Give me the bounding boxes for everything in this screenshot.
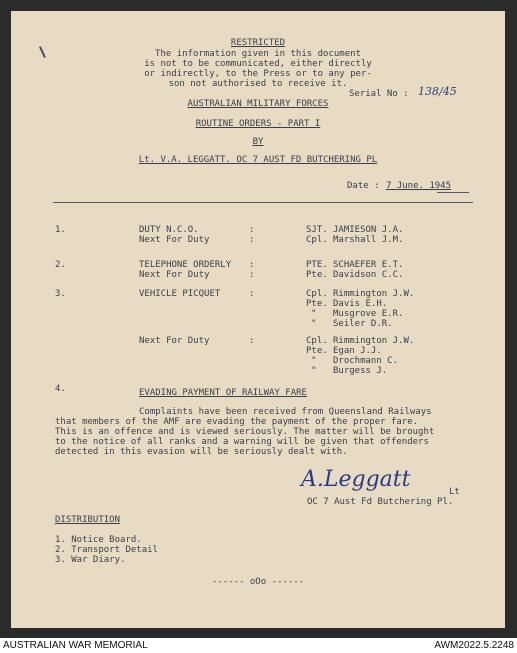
date-underline <box>437 192 469 193</box>
duty-name: Rimmington J.W. <box>333 289 415 299</box>
duty-name: Musgrove E.R. <box>333 309 404 319</box>
duty-name: Marshall J.M. <box>333 235 404 245</box>
distribution-item: 1. Notice Board. <box>55 535 142 545</box>
duty-rank: PTE. <box>306 260 328 270</box>
item4-line: Complaints have been received from Queensland Railways <box>139 407 432 417</box>
duty-rank: Pte. <box>306 299 328 309</box>
duty-role: DUTY N.C.O. <box>139 225 199 235</box>
item4-line: to the notice of all ranks and a warning will be given that offenders <box>55 437 429 447</box>
item-number: 1. <box>55 225 66 235</box>
signature-handwriting: A.Leggatt <box>301 467 411 492</box>
duty-rank: Cpl. <box>306 336 328 346</box>
signature-unit: OC 7 Aust Fd Butchering Pl. <box>307 497 454 507</box>
item-number: 4. <box>55 384 66 394</box>
duty-rank: " <box>311 356 317 366</box>
forces-heading: AUSTRALIAN MILITARY FORCES <box>187 99 329 109</box>
duty-rank: " <box>311 366 317 376</box>
duty-role: Next For Duty <box>139 270 210 280</box>
restricted-line: son not authorised to receive it. <box>168 79 348 89</box>
officer-heading: Lt. V.A. LEGGATT. OC 7 AUST FD BUTCHERING PL <box>138 155 378 165</box>
duty-rank: Cpl. <box>306 289 328 299</box>
duty-role: Next For Duty <box>139 336 210 346</box>
duty-name: Burgess J. <box>333 366 388 376</box>
duty-name: Egan J.J. <box>333 346 382 356</box>
end-mark: ------ oOo ------ <box>211 577 305 587</box>
duty-name: Seiler D.R. <box>333 319 393 329</box>
duty-name: Davis E.H. <box>333 299 388 309</box>
restricted-line: is not to be communicated, either directly <box>144 59 372 69</box>
duty-name: Davidson C.C. <box>333 270 404 280</box>
duty-name: Drochmann C. <box>333 356 399 366</box>
signature-rank: Lt <box>449 487 460 497</box>
document-page <box>11 11 505 628</box>
duty-name: JAMIESON J.A. <box>333 225 404 235</box>
date-label: Date : <box>347 181 380 191</box>
duty-colon: : <box>249 235 255 245</box>
restricted-heading: RESTRICTED <box>230 38 286 48</box>
duty-rank: Pte. <box>306 270 328 280</box>
item4-line: detected in this evasion will be seriously dealt with. <box>55 447 348 457</box>
duty-colon: : <box>249 270 255 280</box>
duty-colon: : <box>249 336 255 346</box>
distribution-item: 3. War Diary. <box>55 555 126 565</box>
duty-role: VEHICLE PICQUET <box>139 289 221 299</box>
item4-line: This is an offence and is viewed seriously. The matter will be brought <box>55 427 435 437</box>
distribution-item: 2. Transport Detail <box>55 545 158 555</box>
item4-title: EVADING PAYMENT OF RAILWAY FARE <box>139 388 307 398</box>
duty-rank: Pte. <box>306 346 328 356</box>
footer-accession: AWM2022.5.2248 <box>434 640 514 651</box>
orders-heading: ROUTINE ORDERS - PART I <box>195 119 321 129</box>
duty-colon: : <box>249 260 255 270</box>
distribution-heading: DISTRIBUTION <box>55 515 121 525</box>
serial-label: Serial No : <box>349 89 409 99</box>
item-number: 3. <box>55 289 66 299</box>
item-number: 2. <box>55 260 66 270</box>
date-value: 7 June. 1945 <box>386 181 452 191</box>
duty-role: TELEPHONE ORDERLY <box>139 260 232 270</box>
duty-name: Rimmington J.W. <box>333 336 415 346</box>
duty-colon: : <box>249 225 255 235</box>
duty-name: SCHAEFER E.T. <box>333 260 404 270</box>
duty-rank: Cpl. <box>306 235 328 245</box>
duty-rank: " <box>311 309 317 319</box>
duty-rank: SJT. <box>306 225 328 235</box>
by-heading: BY <box>252 137 264 147</box>
serial-number: 138/45 <box>418 85 457 98</box>
footer-source: AUSTRALIAN WAR MEMORIAL <box>3 640 148 651</box>
restricted-line: The information given in this document <box>155 49 361 59</box>
duty-rank: " <box>311 319 317 329</box>
restricted-line: or indirectly, to the Press or to any per- <box>144 69 372 79</box>
item4-line: that members of the AMF are evading the payment of the proper fare. <box>55 417 419 427</box>
duty-role: Next For Duty <box>139 235 210 245</box>
duty-colon: : <box>249 289 255 299</box>
separator-line <box>53 202 473 203</box>
